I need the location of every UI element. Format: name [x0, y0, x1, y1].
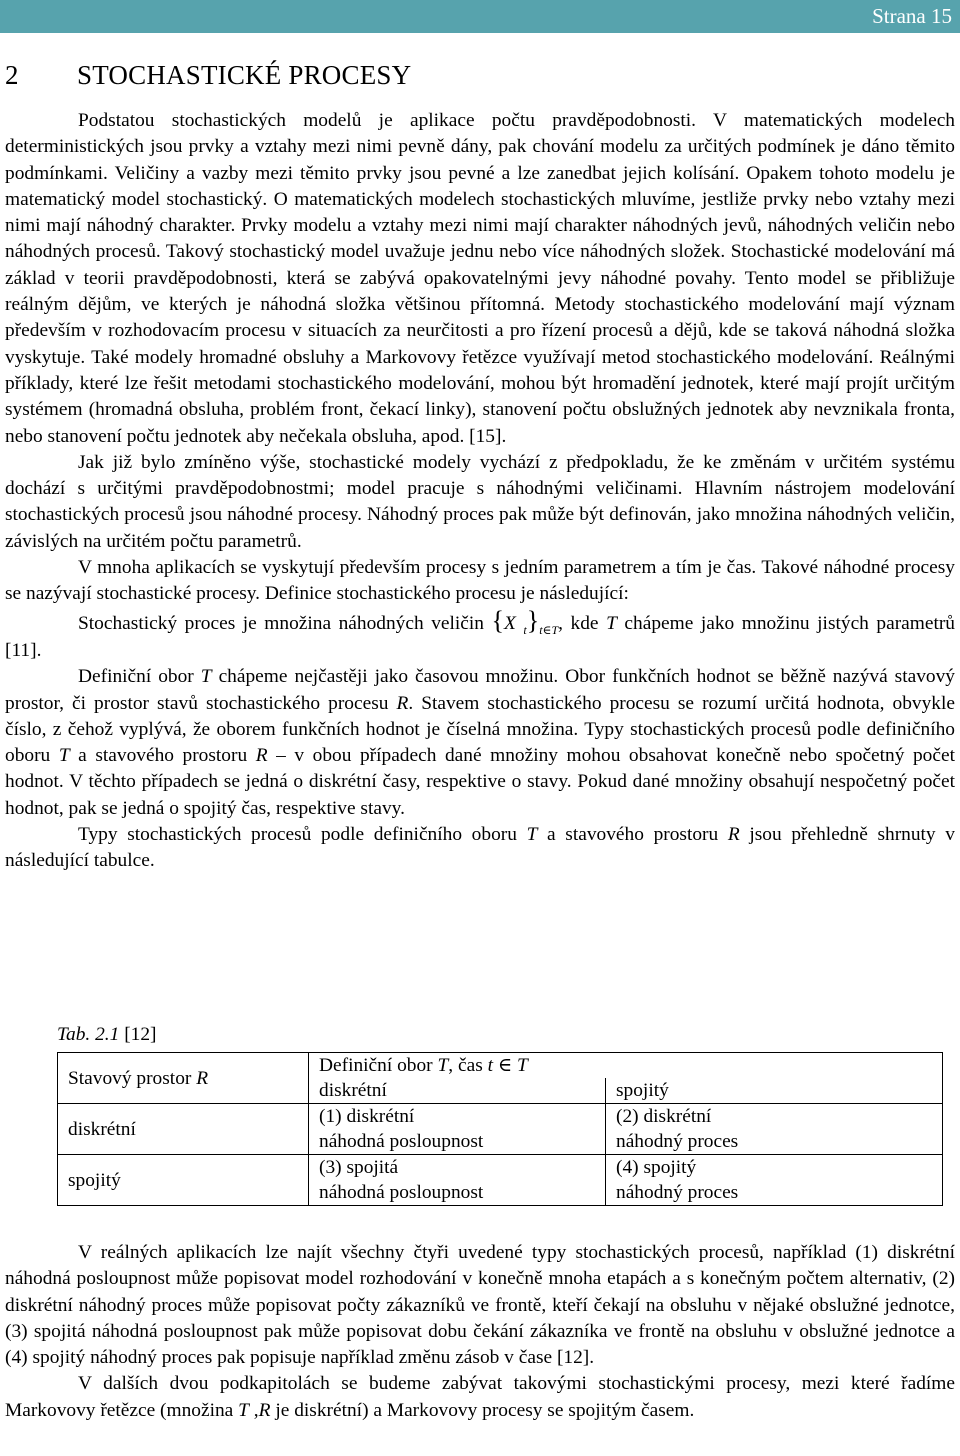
- header-state-space: Stavový prostor R: [58, 1053, 309, 1104]
- page-number: Strana 15: [872, 4, 952, 28]
- stochastic-process-formula: {X $_t\}_{t\in T}$: [491, 605, 559, 637]
- paragraph-3: V mnoha aplikacích se vyskytují především procesy s jedním parametrem a tím je čas. Takové náhodné procesy se nazývají stochastické procesy. Definice stochastického procesu je následující:: [5, 557, 955, 605]
- page-header-bar: [0, 0, 960, 33]
- paragraph-4: Stochastický proces je množina náhodných veličin {X $_t\}_{t\in T}$, kde T chápeme jako množinu jistých parametrů [11].: [5, 605, 955, 661]
- table-cell: (3) spojitá náhodná posloupnost: [309, 1155, 606, 1206]
- paragraph-6: Typy stochastických procesů podle definičního oboru T a stavového prostoru R jsou přehledně shrnuty v následující tabulce.: [5, 824, 955, 872]
- paragraph-1: Podstatou stochastických modelů je aplikace počtu pravděpodobnosti. V matematických modelech deterministických jsou prvky a vztahy mezi nimi pevně dány, pak chování modelu za určitých podmínek je dáno těmito podmínkami. Veličiny a vazby mezi těmito prvky jsou pevné a lze zanedbat jejich kolísání. Opakem tohoto modelu je matematický model stochastický. O matematických modelech stochastických mluvíme, jestliže prvky nebo vztahy mezi nimi mají náhodný charakter. Prvky modelu a vztahy mezi nimi mají charakter náhodných jevů, náhodných veličin nebo náhodných procesů. Takový stochastický model uvažuje jednu nebo více náhodných složek. Stochastické modelování má základ v teorii pravděpodobnosti, která se zabývá opakovatelnými jevy náhodné povahy. Tento model se přibližuje reálným dějům, ve kterých je náhodná složka většinou přítomná. Metody stochastického modelování mají význam především v rozhodovacím procesu v situacích za neurčitosti a pro řízení procesů a dějů, kde se taková náhodná složka vyskytuje. Také modely hromadné obsluhy a Markovovy řetězce využívají metod stochastického modelování. Reálnými příklady, které lze řešit metodami stochastického modelování, mohou být hromadění jednotek, které mají projít určitým systémem (hromadná obsluha, problém front, čekací linky), stanovení počtu obslužných jednotek aby nevznikala fronta, nebo stanovení počtu jednotek aby nečekala obsluha, apod. [15].: [5, 110, 955, 447]
- header-domain: Definiční obor T, čas t ∈ T: [309, 1053, 943, 1079]
- table-caption: Tab. 2.1 [12]: [57, 1024, 157, 1045]
- section-number: 2: [5, 60, 19, 90]
- table-row: [58, 1104, 943, 1155]
- paragraph-8: V dalších dvou podkapitolách se budeme zabývat takovými stochastickými procesy, mezi které řadíme Markovovy řetězce (množina T ,R je diskrétní) a Markovovy procesy se spojitým časem.: [5, 1373, 955, 1421]
- table-header-row: [58, 1053, 943, 1079]
- section-heading: [5, 60, 411, 91]
- section-title: STOCHASTICKÉ PROCESY: [77, 60, 412, 90]
- table-row: [58, 1155, 943, 1206]
- row-label: spojitý: [58, 1155, 309, 1206]
- body-text-upper: [5, 108, 955, 875]
- header-col-discrete: diskrétní: [309, 1078, 606, 1104]
- body-text-lower: [5, 1240, 955, 1424]
- paragraph-7: V reálných aplikacích lze najít všechny čtyři uvedené typy stochastických procesů, například (1) diskrétní náhodná posloupnost může popisovat model rozhodování v konečně mnoha etapách a s konečným počtem alternativ, (2) diskrétní náhodný proces může popisovat počty zákazníků ve frontě, kteří čekají na obsluhu v nějaké obslužné jednotce, (3) spojitá náhodná posloupnost pak může popisovat dobu čekání zákazníka ve frontě na obsluhu v obslužné jednotce a (4) spojitý náhodný proces pak popisuje například změnu zásob v čase [12].: [5, 1242, 955, 1369]
- table-cell: (4) spojitý náhodný proces: [606, 1155, 943, 1206]
- header-col-continuous: spojitý: [606, 1078, 943, 1104]
- paragraph-5: Definiční obor T chápeme nejčastěji jako časovou množinu. Obor funkčních hodnot se běžně nazývá stavový prostor, či prostor stavů stochastického procesu R. Stavem stochastického procesu se rozumí určitá hodnota, obvykle číslo, z čehož vyplývá, že oborem funkčních hodnot je číselná množina. Typy stochastických procesů podle definičního oboru T a stavového prostoru R – v obou případech dané množiny mohou obsahovat konečně nebo spočetný počet hodnot. V těchto případech se jedná o diskrétní časy, respektive o stavy. Pokud dané množiny obsahují nespočetný počet hodnot, pak se jedná o spojitý čas, respektive stavy.: [5, 666, 955, 819]
- paragraph-2: Jak již bylo zmíněno výše, stochastické modely vychází z předpokladu, že ke změnám v určitém systému dochází s určitými pravděpodobnostmi; model pracuje s náhodnými veličinami. Hlavním nástrojem modelování stochastických procesů jsou náhodné procesy. Náhodný proces pak může být definován, jako množina náhodných veličin, závislých na určitém počtu parametrů.: [5, 451, 955, 552]
- table-cell: (1) diskrétní náhodná posloupnost: [309, 1104, 606, 1155]
- row-label: diskrétní: [58, 1104, 309, 1155]
- process-types-table: [57, 1052, 943, 1206]
- table-cell: (2) diskrétní náhodný proces: [606, 1104, 943, 1155]
